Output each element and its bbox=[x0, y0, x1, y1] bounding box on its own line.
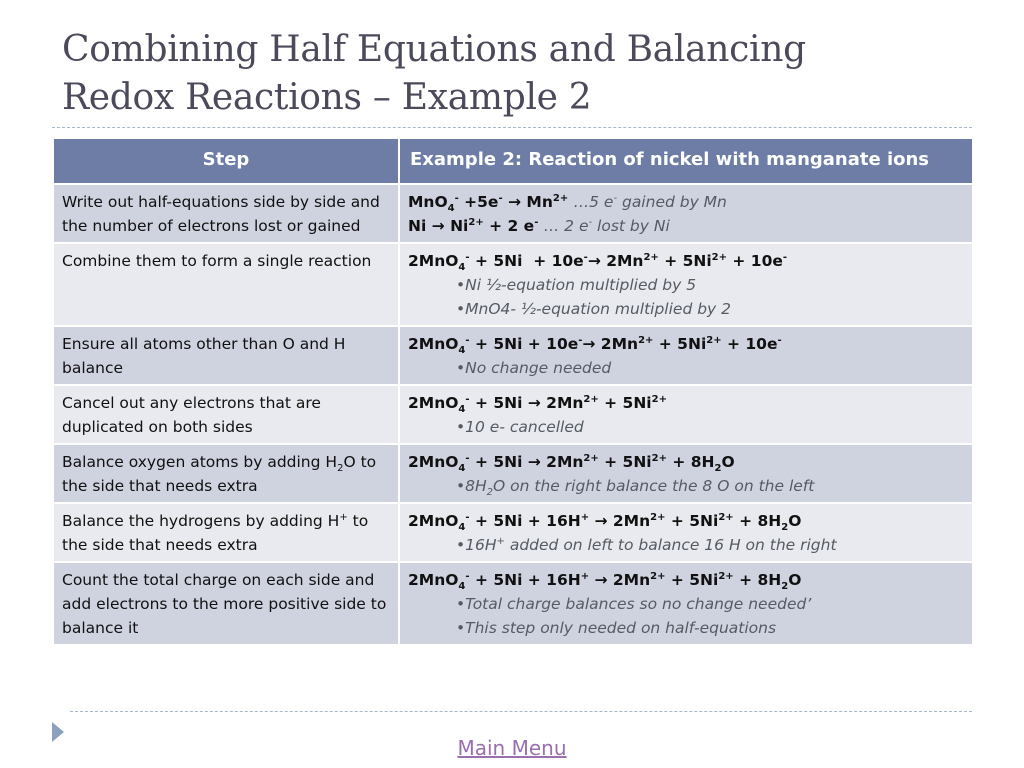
header-step: Step bbox=[53, 138, 399, 184]
bullet-note: •10 e- cancelled bbox=[456, 418, 584, 436]
step-text: to the side that needs extra bbox=[62, 512, 369, 554]
step-cell bbox=[53, 503, 399, 562]
table-row bbox=[53, 503, 973, 562]
main-menu-link-wrap bbox=[0, 736, 1024, 760]
bullet-note: •Ni ½-equation multiplied by 5 bbox=[456, 276, 697, 294]
step-superscript: + bbox=[339, 511, 348, 523]
bullet-note: •Total charge balances so no change needed’ bbox=[456, 595, 812, 613]
bullet-note: •No change needed bbox=[456, 359, 612, 377]
table-row bbox=[53, 385, 973, 444]
step-cell: Combine them to form a single reaction bbox=[53, 243, 399, 326]
equation-cell bbox=[399, 444, 973, 503]
step-text: Balance the hydrogens by adding H bbox=[62, 512, 340, 530]
slide-title-line-2: Redox Reactions – Example 2 bbox=[62, 77, 592, 118]
table-row bbox=[53, 444, 973, 503]
bullet-note: •This step only needed on half-equations bbox=[456, 619, 777, 637]
table-row bbox=[53, 184, 973, 243]
step-cell: Write out half-equations side by side and the number of electrons lost or gained bbox=[53, 184, 399, 243]
equation: $2MnO_4^- + 5Ni + 16H^+ \to 2Mn^{2+} + 5Ni^{2+} + 8H_2O$ bbox=[408, 511, 802, 534]
half-equation-ni: $Ni \to Ni^{2+} + 2$ e- … 2 e- lost by Ni bbox=[408, 216, 670, 235]
step-text: Balance oxygen atoms by adding H bbox=[62, 453, 338, 471]
bullet-note: $•8H_2O$ on the right balance the 8 O on the left bbox=[456, 477, 815, 499]
equation: $2MnO_4^- + 5Ni \to 2Mn^{2+} + 5Ni^{2+} + 8H_2O$ bbox=[408, 452, 735, 475]
slide-title bbox=[62, 26, 1002, 122]
main-menu-link[interactable]: Main Menu bbox=[457, 736, 567, 760]
bullet-note: •16H+ added on left to balance 16 H on the right bbox=[456, 535, 837, 554]
table-row bbox=[53, 243, 973, 326]
equation: $2MnO_4^- + 5Ni + 16H^+ \to 2Mn^{2+} + 5Ni^{2+} + 8H_2O$ bbox=[408, 570, 802, 593]
equation-cell bbox=[399, 562, 973, 645]
table-header-row bbox=[53, 138, 973, 184]
equation: $2MnO_4^- + 5Ni + 10e^-\to 2Mn^{2+} + 5Ni^{2+} + 10e^-$ bbox=[408, 334, 782, 357]
equation: $2MnO_4^- + 5Ni + 10e^-\to 2Mn^{2+} + 5Ni^{2+} + 10e^-$ bbox=[408, 251, 788, 274]
table-row bbox=[53, 326, 973, 385]
step-cell: Cancel out any electrons that are duplicated on both sides bbox=[53, 385, 399, 444]
bullet-note: •MnO4- ½-equation multiplied by 2 bbox=[456, 300, 732, 318]
equation-cell bbox=[399, 385, 973, 444]
bottom-divider bbox=[70, 711, 972, 712]
equation-cell bbox=[399, 243, 973, 326]
equation-cell bbox=[399, 184, 973, 243]
step-subscript: 2 bbox=[337, 463, 344, 475]
slide-title-line-1: Combining Half Equations and Balancing bbox=[62, 29, 806, 70]
equation-cell bbox=[399, 503, 973, 562]
step-text: O to the side that needs extra bbox=[62, 453, 377, 495]
table-row bbox=[53, 562, 973, 645]
equation: $2MnO_4^- + 5Ni \to 2Mn^{2+} + 5Ni^{2+}$ bbox=[408, 393, 667, 416]
half-equation-mn: $MnO_4^- +5e^- \to Mn^{2+}$ …5 e- gained by Mn bbox=[408, 192, 727, 215]
step-cell: Count the total charge on each side and add electrons to the more positive side to balance it bbox=[53, 562, 399, 645]
steps-table bbox=[52, 137, 974, 646]
equation-cell bbox=[399, 326, 973, 385]
step-cell bbox=[53, 444, 399, 503]
step-cell: Ensure all atoms other than O and H balance bbox=[53, 326, 399, 385]
top-divider bbox=[52, 127, 972, 128]
header-example: Example 2: Reaction of nickel with manganate ions bbox=[399, 138, 973, 184]
